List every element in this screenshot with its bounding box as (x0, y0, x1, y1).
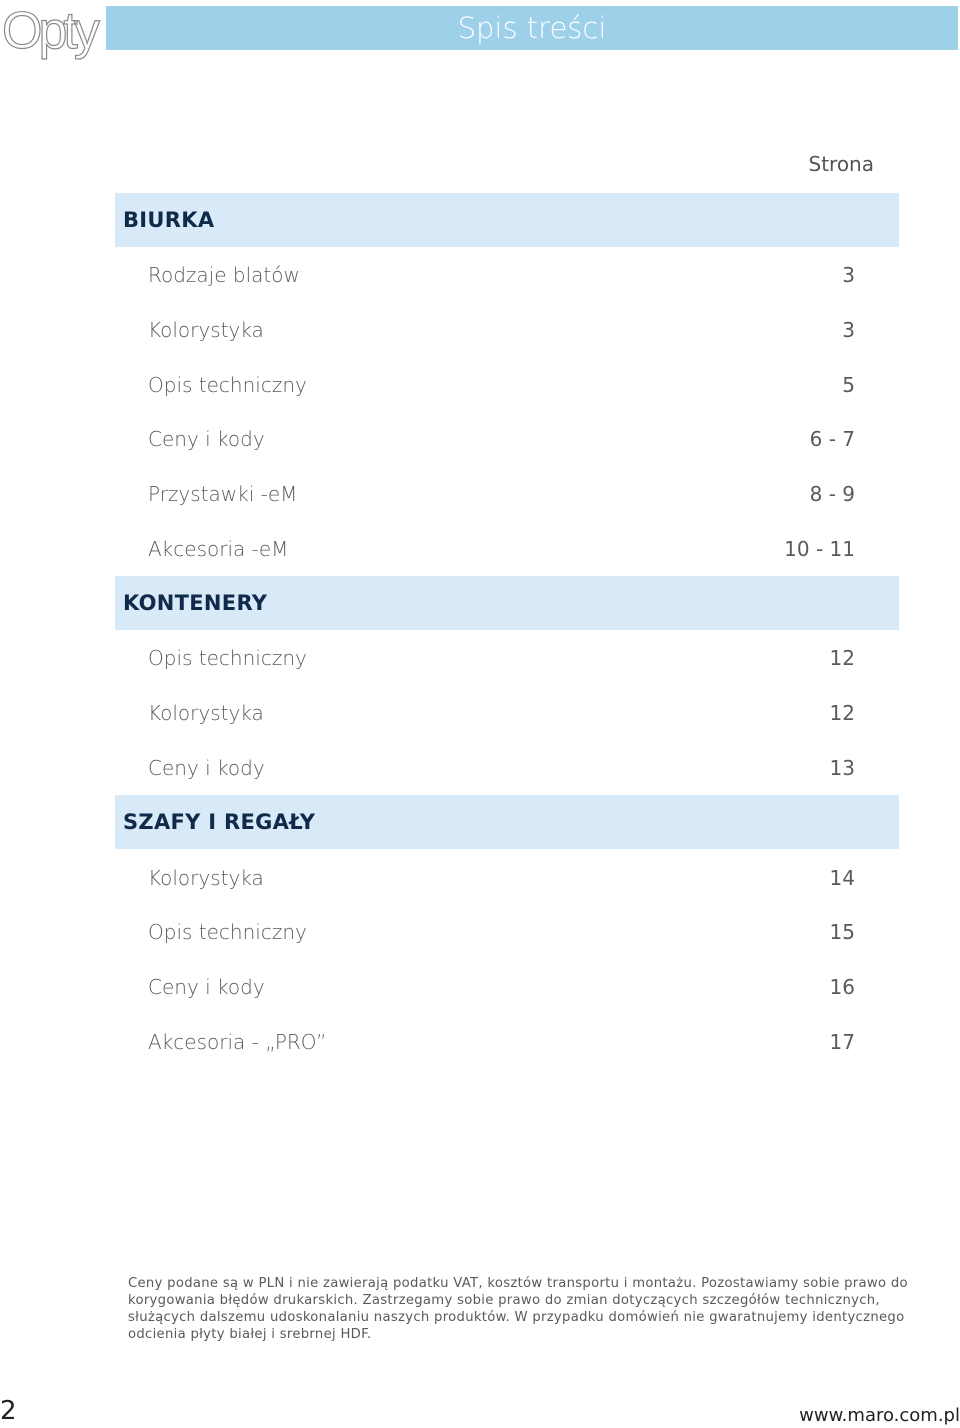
toc-page: 3 (842, 318, 855, 343)
toc-row[interactable] (115, 741, 899, 796)
toc-page: 6 - 7 (809, 427, 855, 452)
toc-page: 15 (829, 920, 855, 945)
toc-page: 5 (842, 372, 855, 397)
page-number: 2 (0, 1396, 17, 1426)
section-header-szafy (115, 795, 899, 849)
toc-row[interactable] (115, 1014, 899, 1069)
page-title: Spis treści (457, 11, 607, 45)
toc-label: Akcesoria - „PRO” (148, 1029, 327, 1054)
toc-page: 3 (842, 263, 855, 288)
toc-page: 17 (829, 1029, 855, 1054)
toc-page: 12 (829, 701, 855, 726)
toc-row[interactable] (115, 686, 899, 741)
footnote: Ceny podane są w PLN i nie zawierają podatku VAT, kosztów transportu i montażu. Pozostawiamy sobie prawo do korygowania błędów drukarskich. Zastrzegamy sobie prawo do zmian dotyczących szczegółów technicznych, służących dalszemu udoskonalaniu naszych produktów. W przypadku domówień nie gwaratnujemy identycznego odcienia płyty białej i srebrnej HDF. (128, 1276, 908, 1342)
toc-page: 10 - 11 (784, 536, 855, 561)
toc-page: 8 - 9 (809, 482, 855, 507)
toc-row[interactable] (115, 960, 899, 1015)
toc-page: 16 (829, 974, 855, 999)
toc-row[interactable] (115, 248, 899, 303)
toc-label: Ceny i kody (148, 755, 265, 780)
toc-label: Ceny i kody (148, 974, 265, 999)
toc-label: Akcesoria -eM (148, 536, 289, 561)
section-title: SZAFY I REGAŁY (123, 810, 316, 835)
toc-row[interactable] (115, 850, 899, 905)
opty-logo: Opty (2, 2, 96, 60)
title-bar (106, 6, 958, 50)
toc-label: Opis techniczny (148, 646, 307, 671)
page-column-header: Strona (808, 152, 874, 176)
section-title: BIURKA (123, 208, 215, 232)
toc-row[interactable] (115, 905, 899, 960)
toc-label: Rodzaje blatów (148, 263, 300, 288)
toc-label: Opis techniczny (148, 920, 307, 945)
table-of-contents (115, 193, 899, 1069)
toc-row[interactable] (115, 412, 899, 467)
toc-row[interactable] (115, 467, 899, 522)
section-title: KONTENERY (123, 591, 268, 616)
toc-label: Kolorystyka (148, 318, 264, 343)
toc-row[interactable] (115, 357, 899, 412)
toc-label: Opis techniczny (148, 372, 307, 397)
toc-label: Przystawki -eM (148, 482, 298, 507)
section-header-biurka (115, 193, 899, 247)
toc-row[interactable] (115, 303, 899, 358)
toc-label: Ceny i kody (148, 427, 265, 452)
toc-page: 13 (829, 755, 855, 780)
toc-label: Kolorystyka (148, 865, 264, 890)
toc-page: 12 (829, 646, 855, 671)
toc-page: 14 (829, 865, 855, 890)
website-link[interactable]: www.maro.com.pl (799, 1405, 960, 1426)
section-header-kontenery (115, 576, 899, 630)
toc-row[interactable] (115, 631, 899, 686)
toc-row[interactable] (115, 521, 899, 576)
toc-label: Kolorystyka (148, 701, 264, 726)
